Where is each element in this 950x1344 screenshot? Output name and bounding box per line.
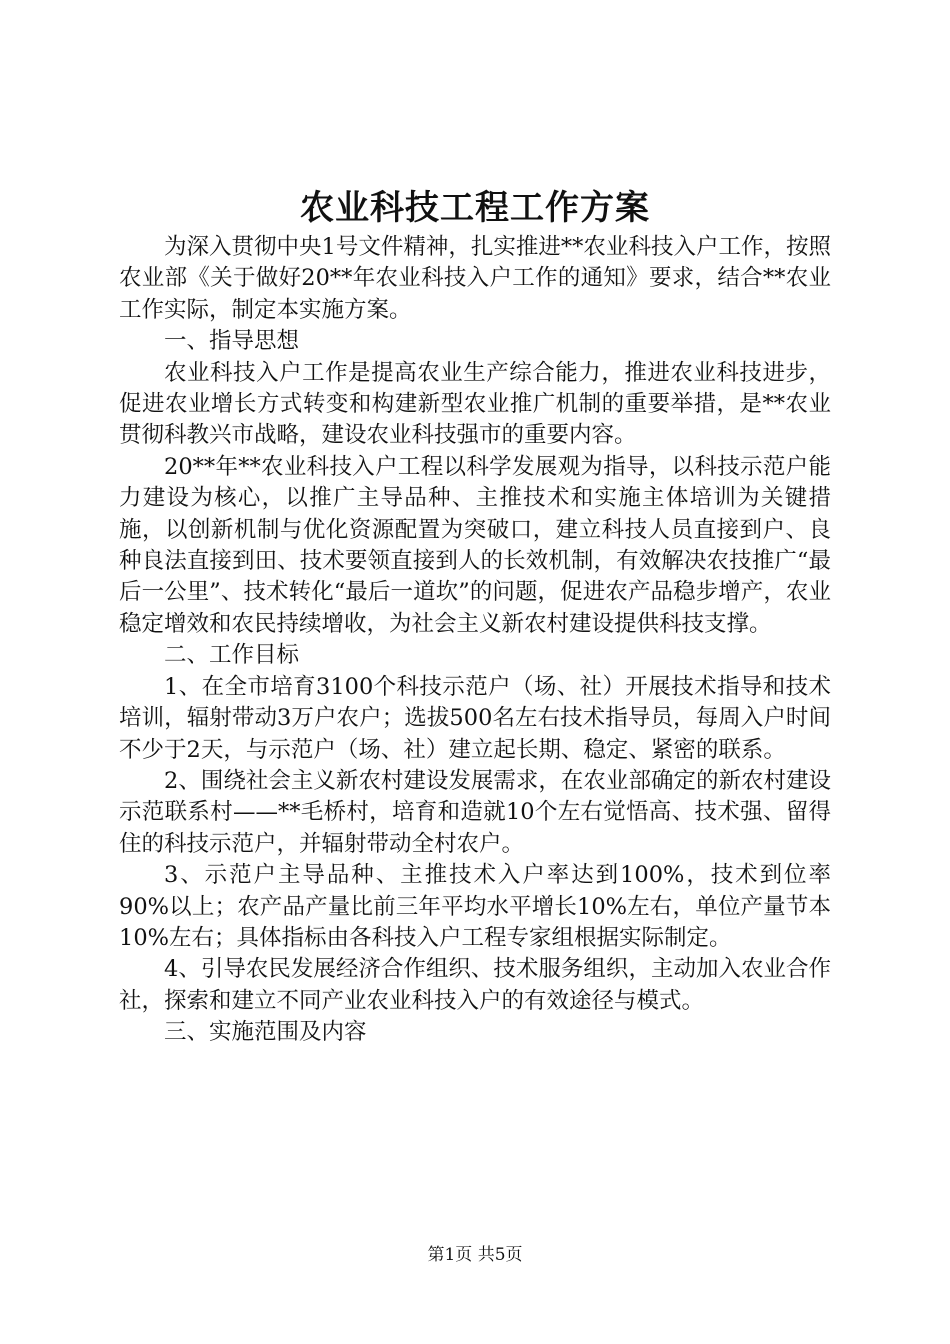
heading-scope-content: 三、实施范围及内容 — [164, 1019, 367, 1046]
page-number-footer: 第1页 共5页 — [427, 1245, 523, 1265]
paragraph-ideology-1: 农业科技入户工作是提高农业生产综合能力，推进农业科技进步，促进农业增长方式转变和构建新型农业推广机制的重要举措，是**农业贯彻科教兴市战略，建设农业科技强市的重要内容。 — [119, 359, 831, 449]
document-title: 农业科技工程工作方案 — [300, 188, 650, 228]
heading-work-goals: 二、工作目标 — [164, 642, 300, 669]
paragraph-goal-2: 2、围绕社会主义新农村建设发展需求，在农业部确定的新农村建设示范联系村——**毛桥村，培育和造就10个左右觉悟高、技术强、留得住的科技示范户，并辐射带动全村农户。 — [119, 767, 831, 857]
document-body — [119, 232, 831, 1049]
paragraph-goal-1: 1、在全市培育3100个科技示范户（场、社）开展技术指导和技术培训，辐射带动3万户农户；选拔500名左右技术指导员，每周入户时间不少于2天，与示范户（场、社）建立起长期、稳定、紧密的联系。 — [119, 673, 831, 763]
paragraph-goal-4: 4、引导农民发展经济合作组织、技术服务组织，主动加入农业合作社，探索和建立不同产业农业科技入户的有效途径与模式。 — [119, 956, 831, 1014]
paragraph-ideology-2: 20**年**农业科技入户工程以科学发展观为指导，以科技示范户能力建设为核心，以推广主导品种、主推技术和实施主体培训为关键措施，以创新机制与优化资源配置为突破口，建立科技人员直接到户、良种良法直接到田、技术要领直接到人的长效机制，有效解决农技推广“最后一公里”、技术转化“最后一道坎”的问题，促进农产品稳步增产，农业稳定增效和农民持续增收，为社会主义新农村建设提供科技支撑。 — [119, 453, 831, 637]
paragraph-intro: 为深入贯彻中央1号文件精神，扎实推进**农业科技入户工作，按照农业部《关于做好20**年农业科技入户工作的通知》要求，结合**农业工作实际，制定本实施方案。 — [119, 234, 831, 323]
paragraph-goal-3: 3、示范户主导品种、主推技术入户率达到100%，技术到位率90%以上；农产品产量比前三年平均水平增长10%左右，单位产量节本10%左右；具体指标由各科技入户工程专家组根据实际制定。 — [119, 862, 831, 951]
heading-guiding-ideology: 一、指导思想 — [164, 328, 300, 355]
